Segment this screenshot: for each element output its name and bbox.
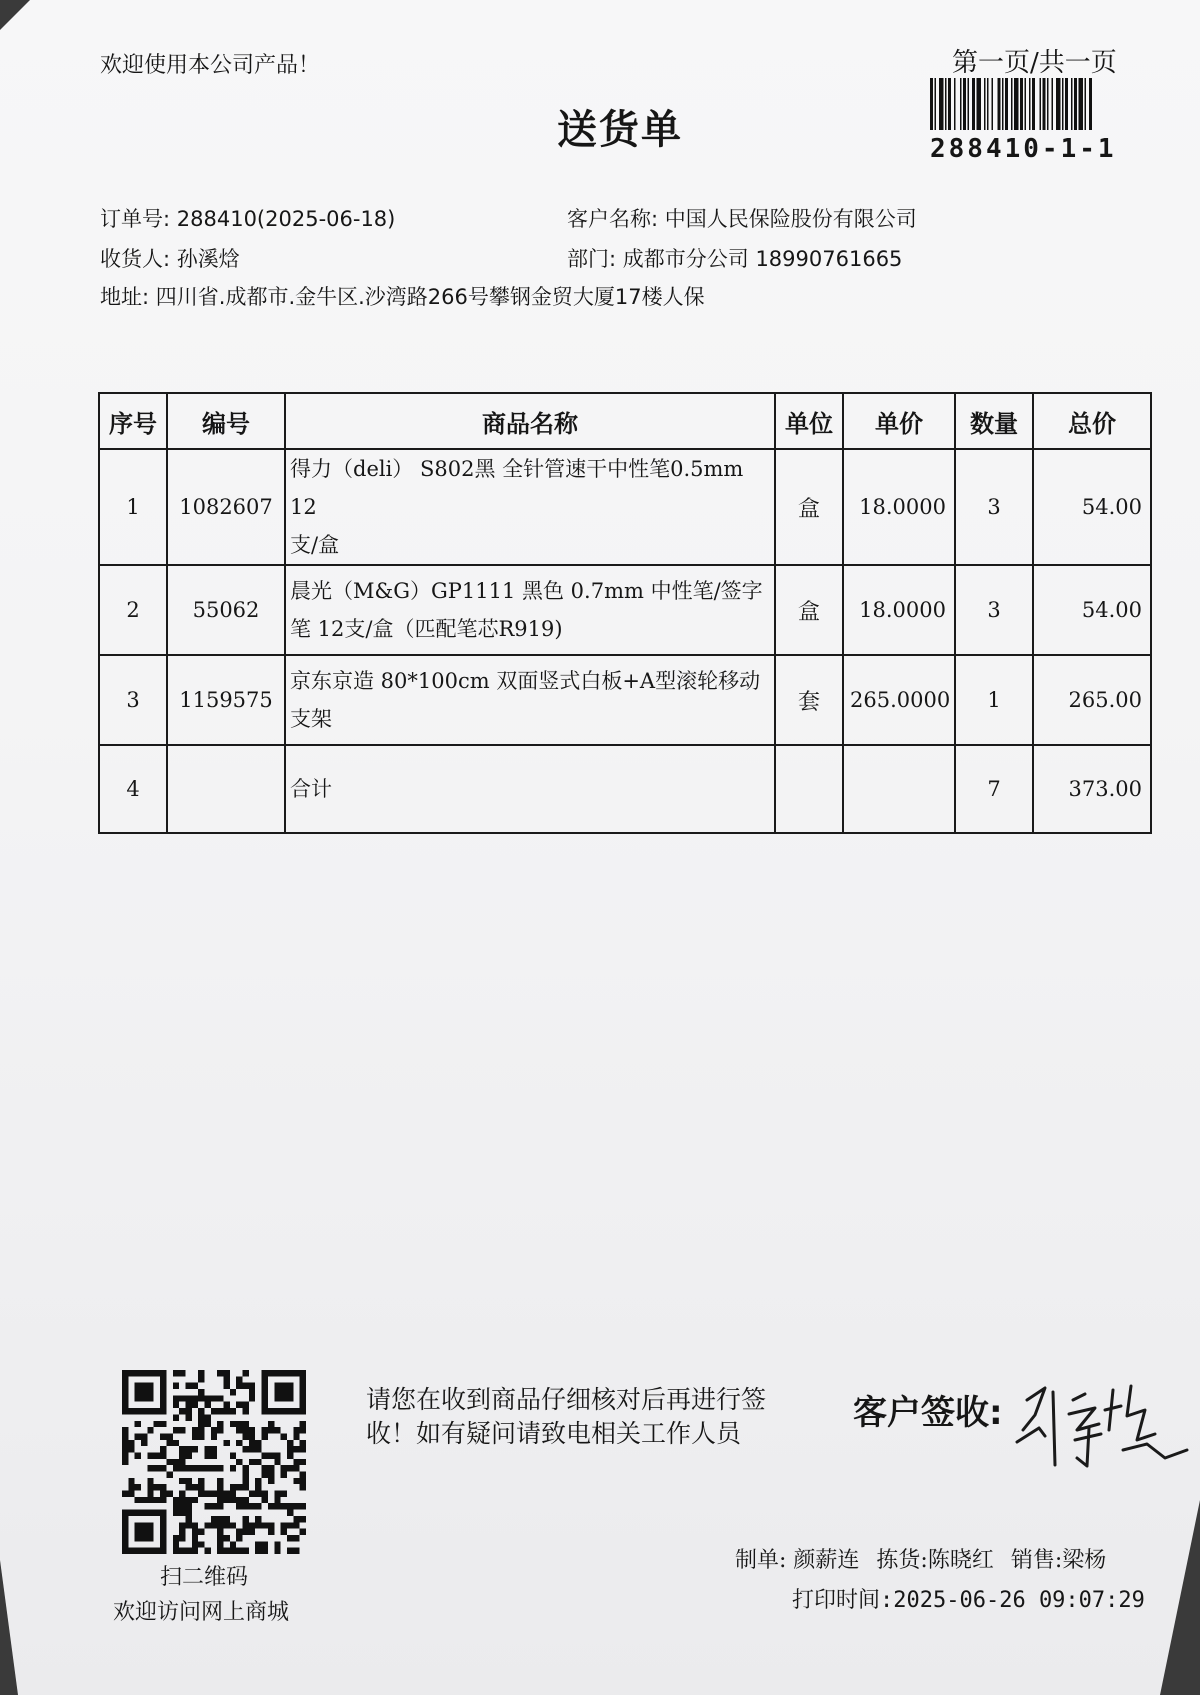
row-seq: 4 xyxy=(99,745,167,833)
background-corner xyxy=(0,1560,18,1695)
customer-name xyxy=(567,203,917,233)
customer-name-label: 客户名称: xyxy=(567,207,659,231)
total-amount: 373.00 xyxy=(1033,745,1151,833)
staff-info xyxy=(735,1543,1116,1574)
department-label: 部门: xyxy=(567,247,617,271)
order-number-value: 288410(2025-06-18) xyxy=(176,207,396,231)
total-qty: 7 xyxy=(955,745,1033,833)
table-header-row xyxy=(99,393,1151,449)
document-title: 送货单 xyxy=(557,107,683,153)
qr-caption: 扫二维码 xyxy=(160,1565,249,1590)
product-name-line: 支/盒 xyxy=(290,533,340,557)
row-code: 55062 xyxy=(167,565,285,655)
row-total: 54.00 xyxy=(1033,449,1151,565)
row-qty: 1 xyxy=(955,655,1033,745)
handwritten-signature xyxy=(1005,1370,1195,1480)
column-header: 单位 xyxy=(775,393,843,449)
row-price: 18.0000 xyxy=(843,449,955,565)
picker-info: 拣货:陈晓红 xyxy=(876,1548,994,1573)
product-name-line: 京东京造 80*100cm 双面竖式白板+A型滚轮移动 xyxy=(290,669,761,693)
row-seq: 1 xyxy=(99,449,167,565)
customer-name-value: 中国人民保险股份有限公司 xyxy=(664,207,917,231)
row-product-name xyxy=(285,565,775,655)
column-header: 序号 xyxy=(99,393,167,449)
background-corner xyxy=(1160,1500,1200,1695)
product-name-line: 晨光（M&G）GP1111 黑色 0.7mm 中性笔/签字 xyxy=(290,579,763,603)
row-code xyxy=(167,745,285,833)
column-header: 单价 xyxy=(843,393,955,449)
row-price xyxy=(843,745,955,833)
customer-sign-label: 客户签收: xyxy=(853,1393,1003,1433)
row-seq: 3 xyxy=(99,655,167,745)
table-total-row xyxy=(99,745,1151,833)
total-label: 合计 xyxy=(285,745,775,833)
row-code: 1082607 xyxy=(167,449,285,565)
row-code: 1159575 xyxy=(167,655,285,745)
page-indicator: 第一页/共一页 xyxy=(952,48,1117,78)
qr-caption: 欢迎访问网上商城 xyxy=(113,1600,290,1625)
address-label: 地址: xyxy=(100,285,150,309)
row-price: 265.0000 xyxy=(843,655,955,745)
product-name-line: 得力（deli） S802黑 全针管速干中性笔0.5mm 12 xyxy=(290,457,744,519)
row-total: 54.00 xyxy=(1033,565,1151,655)
barcode-image xyxy=(930,78,1144,130)
row-unit: 盒 xyxy=(775,449,843,565)
receiver xyxy=(100,243,240,273)
address-value: 四川省.成都市.金牛区.沙湾路266号攀钢金贸大厦17楼人保 xyxy=(155,285,705,309)
qr-code-image xyxy=(122,1370,306,1554)
welcome-text: 欢迎使用本公司产品！ xyxy=(100,53,321,78)
maker-info: 制单: 颜薪连 xyxy=(735,1548,860,1573)
barcode-number: 288410-1-1 xyxy=(930,134,1117,164)
row-qty: 3 xyxy=(955,449,1033,565)
row-unit xyxy=(775,745,843,833)
column-header: 数量 xyxy=(955,393,1033,449)
row-seq: 2 xyxy=(99,565,167,655)
row-qty: 3 xyxy=(955,565,1033,655)
table-row xyxy=(99,655,1151,745)
items-table xyxy=(98,392,1152,834)
order-number-label: 订单号: xyxy=(100,207,171,231)
receiver-label: 收货人: xyxy=(100,247,171,271)
background-corner xyxy=(0,0,30,30)
row-product-name xyxy=(285,449,775,565)
product-name-line: 支架 xyxy=(290,707,332,731)
column-header: 总价 xyxy=(1033,393,1151,449)
column-header: 商品名称 xyxy=(285,393,775,449)
order-number xyxy=(100,203,395,233)
department xyxy=(567,243,902,273)
table-row xyxy=(99,449,1151,565)
product-name-line: 笔 12支/盒（匹配笔芯R919) xyxy=(290,617,563,641)
address xyxy=(100,281,705,311)
receiver-value: 孙溪焓 xyxy=(176,247,240,271)
notice-text: 请您在收到商品仔细核对后再进行签收！如有疑问请致电相关工作人员 xyxy=(366,1385,767,1448)
table-row xyxy=(99,565,1151,655)
row-unit: 套 xyxy=(775,655,843,745)
column-header: 编号 xyxy=(167,393,285,449)
row-total: 265.00 xyxy=(1033,655,1151,745)
row-unit: 盒 xyxy=(775,565,843,655)
row-price: 18.0000 xyxy=(843,565,955,655)
department-value: 成都市分公司 18990761665 xyxy=(622,247,903,271)
row-product-name xyxy=(285,655,775,745)
sales-info: 销售:梁杨 xyxy=(1010,1548,1107,1573)
print-time: 打印时间:2025-06-26 09:07:29 xyxy=(792,1588,1145,1613)
